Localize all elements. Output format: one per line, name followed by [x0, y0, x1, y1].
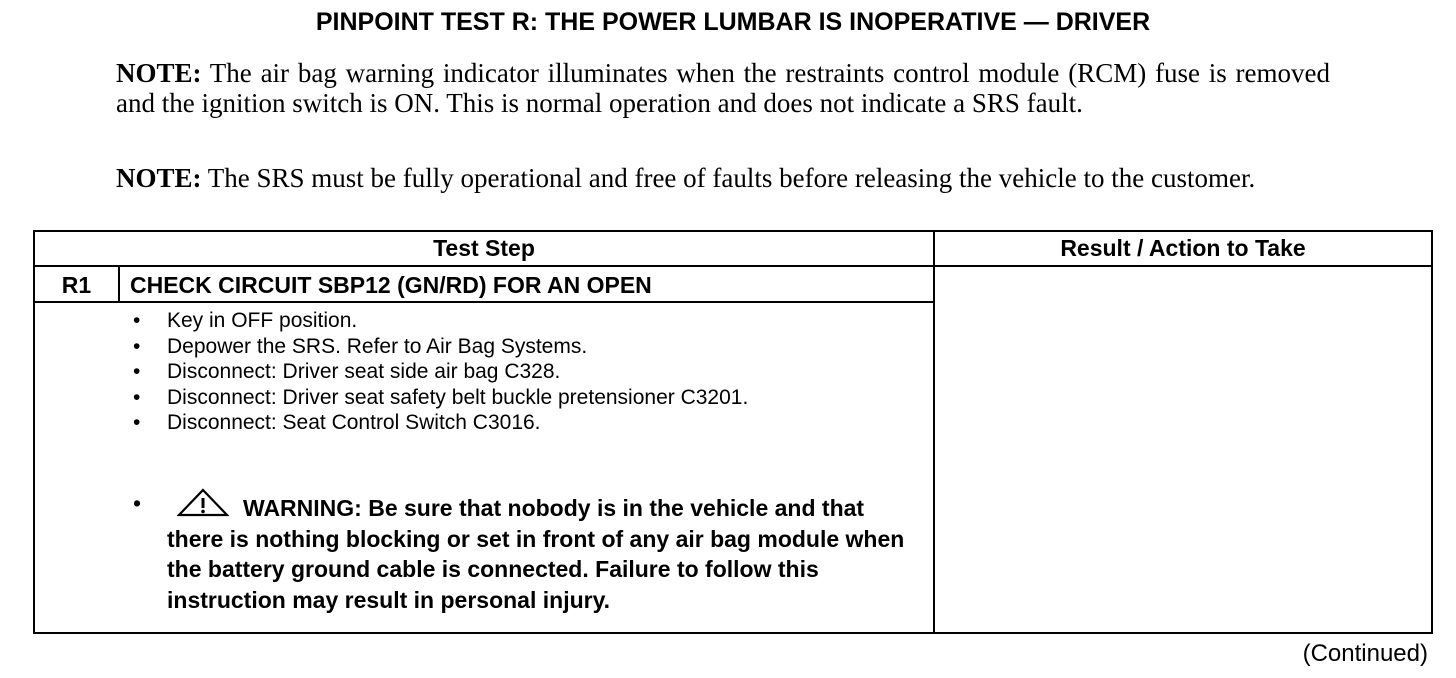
warning-text-wrapper: [125, 488, 915, 615]
note-label: NOTE:: [116, 163, 202, 193]
page-title: PINPOINT TEST R: THE POWER LUMBAR IS INOPERATIVE — DRIVER: [315, 8, 1151, 36]
list-item: • Disconnect: Seat Control Switch C3016.: [125, 410, 748, 436]
list-item: • Key in OFF position.: [125, 308, 748, 334]
pinpoint-test-table: [33, 230, 1433, 634]
warning-triangle-icon: [177, 488, 229, 518]
note-rcm-fuse: [116, 58, 1330, 118]
warning-block: [125, 488, 915, 615]
step-instructions: [125, 308, 748, 436]
step-title: CHECK CIRCUIT SBP12 (GN/RD) FOR AN OPEN: [130, 272, 652, 298]
result-action-cell: [937, 269, 1427, 629]
header-divider: [35, 265, 1431, 267]
note-text: The SRS must be fully operational and free of faults before releasing the vehicle to the customer.: [201, 163, 1256, 193]
note-label: NOTE:: [116, 58, 202, 88]
step-title-divider: [35, 301, 933, 303]
warning-text: WARNING: Be sure that nobody is in the vehicle and that there is nothing blocking or set in front of any air bag module when the battery ground cable is connected. Failure to follow this instruction may result in personal injury.: [167, 495, 905, 613]
column-divider: [933, 232, 935, 632]
test-step-header: Test Step: [433, 235, 535, 261]
list-item: • Disconnect: Driver seat side air bag C328.: [125, 359, 748, 385]
step-id: R1: [61, 272, 92, 298]
warning-bullet: •: [133, 490, 142, 516]
result-action-header: Result / Action to Take: [1060, 235, 1306, 261]
list-item: • Disconnect: Driver seat safety belt buckle pretensioner C3201.: [125, 385, 748, 411]
note-srs-operational: [116, 163, 1330, 193]
continued-label: (Continued): [1302, 640, 1428, 667]
step-id-divider: [118, 265, 120, 301]
list-item: • Depower the SRS. Refer to Air Bag Systems.: [125, 334, 748, 360]
note-text: The air bag warning indicator illuminates when the restraints control module (RCM) fuse is removed and the ignition switch is ON. This is normal operation and does not indicate a SRS fault.: [116, 58, 1330, 118]
